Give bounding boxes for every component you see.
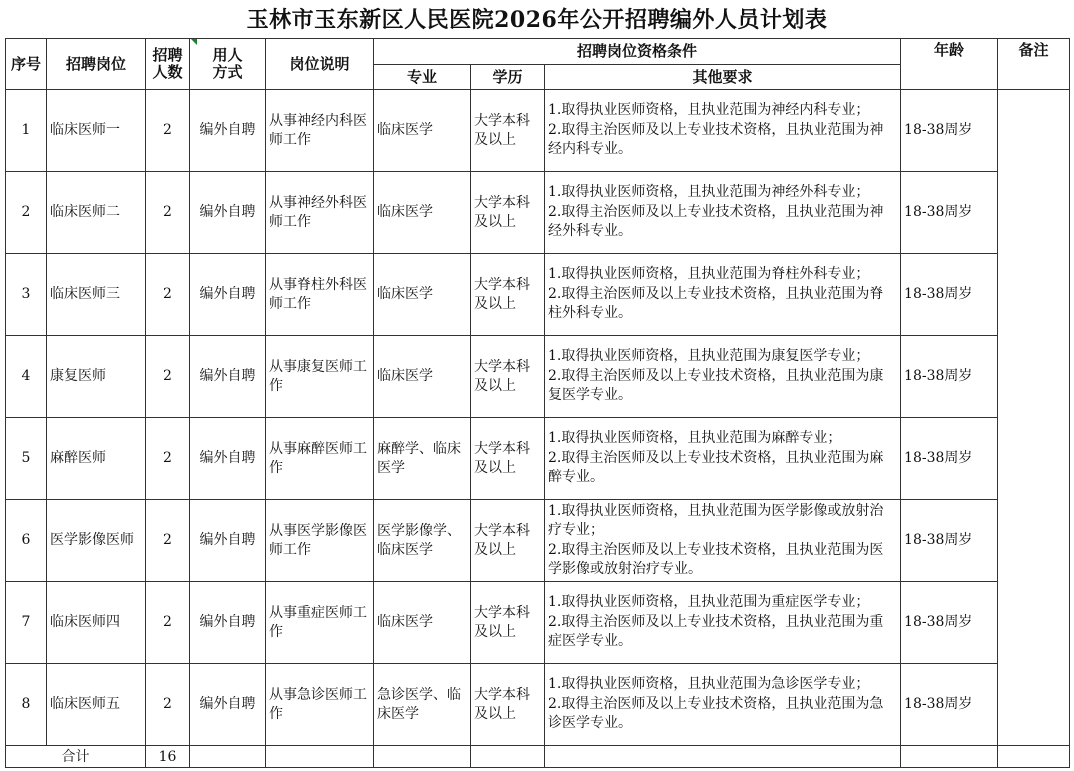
- cell-employment: 编外自聘: [190, 172, 266, 254]
- cell-position: 麻醉医师: [47, 418, 146, 500]
- recruitment-sheet: [5, 0, 1069, 768]
- cell-seq: 8: [6, 664, 47, 746]
- total-row: [6, 746, 1070, 768]
- cell-education: 大学本科及以上: [471, 500, 545, 582]
- cell-other-requirements: [545, 500, 901, 582]
- cell-seq: 6: [6, 500, 47, 582]
- total-empty-cell: [998, 746, 1070, 768]
- cell-age: 18-38周岁: [901, 254, 998, 336]
- page-title: 玉林市玉东新区人民医院2026年公开招聘编外人员计划表: [246, 7, 828, 33]
- requirement-2: 2.取得主治医师及以上专业技术资格，且执业范围为康复医学专业。: [548, 367, 884, 404]
- header-other: 其他要求: [545, 65, 901, 90]
- comment-marker-icon: [191, 39, 197, 45]
- cell-remarks: [998, 90, 1070, 746]
- total-empty-cell: [901, 746, 998, 768]
- cell-age: 18-38周岁: [901, 418, 998, 500]
- cell-major: 麻醉学、临床医学: [374, 418, 471, 500]
- cell-count: 2: [146, 500, 190, 582]
- table-row: [6, 582, 1070, 664]
- cell-position: 康复医师: [47, 336, 146, 418]
- table-row: [6, 500, 1070, 582]
- cell-count: 2: [146, 336, 190, 418]
- cell-other-requirements: [545, 254, 901, 336]
- cell-employment: 编外自聘: [190, 418, 266, 500]
- cell-employment: 编外自聘: [190, 500, 266, 582]
- requirement-2: 2.取得主治医师及以上专业技术资格，且执业范围为神经内科专业。: [548, 121, 884, 158]
- cell-major: 临床医学: [374, 172, 471, 254]
- cell-age: 18-38周岁: [901, 90, 998, 172]
- header-employment: [190, 39, 266, 90]
- cell-education: 大学本科及以上: [471, 582, 545, 664]
- cell-count: 2: [146, 582, 190, 664]
- header-qualifications: 招聘岗位资格条件: [374, 39, 901, 65]
- requirement-2: 2.取得主治医师及以上专业技术资格，且执业范围为神经外科专业。: [548, 203, 884, 240]
- cell-position: 临床医师二: [47, 172, 146, 254]
- cell-count: 2: [146, 254, 190, 336]
- cell-seq: 2: [6, 172, 47, 254]
- total-empty-cell: [266, 746, 374, 768]
- cell-description: 从事医学影像医师工作: [266, 500, 374, 582]
- requirement-2: 2.取得主治医师及以上专业技术资格，且执业范围为重症医学专业。: [548, 613, 884, 650]
- cell-description: 从事神经内科医师工作: [266, 90, 374, 172]
- table-row: [6, 254, 1070, 336]
- cell-position: 临床医师一: [47, 90, 146, 172]
- total-empty-cell: [374, 746, 471, 768]
- cell-education: 大学本科及以上: [471, 418, 545, 500]
- requirement-1: 1.取得执业医师资格，且执业范围为神经内科专业；: [548, 102, 870, 119]
- requirement-1: 1.取得执业医师资格，且执业范围为神经外科专业；: [548, 184, 870, 201]
- requirement-1: 1.取得执业医师资格，且执业范围为康复医学专业；: [548, 348, 870, 365]
- cell-count: 2: [146, 90, 190, 172]
- cell-other-requirements: [545, 90, 901, 172]
- requirement-1: 1.取得执业医师资格，且执业范围为重症医学专业；: [548, 594, 870, 611]
- recruitment-table: [5, 38, 1070, 768]
- total-label: 合计: [6, 746, 146, 768]
- cell-major: 临床医学: [374, 336, 471, 418]
- requirement-1: 1.取得执业医师资格，且执业范围为脊柱外科专业；: [548, 266, 870, 283]
- cell-seq: 5: [6, 418, 47, 500]
- requirement-2: 2.取得主治医师及以上专业技术资格，且执业范围为脊柱外科专业。: [548, 285, 884, 322]
- total-count: 16: [146, 746, 190, 768]
- table-row: [6, 418, 1070, 500]
- cell-description: 从事麻醉医师工作: [266, 418, 374, 500]
- cell-major: 临床医学: [374, 254, 471, 336]
- cell-count: 2: [146, 664, 190, 746]
- cell-position: 临床医师五: [47, 664, 146, 746]
- requirement-1: 1.取得执业医师资格，且执业范围为急诊医学专业；: [548, 676, 870, 693]
- cell-employment: 编外自聘: [190, 90, 266, 172]
- requirement-2: 2.取得主治医师及以上专业技术资格，且执业范围为麻醉专业。: [548, 449, 884, 486]
- header-row-1: [6, 39, 1070, 65]
- cell-major: 医学影像学、临床医学: [374, 500, 471, 582]
- cell-age: 18-38周岁: [901, 500, 998, 582]
- cell-education: 大学本科及以上: [471, 90, 545, 172]
- cell-age: 18-38周岁: [901, 336, 998, 418]
- cell-employment: 编外自聘: [190, 336, 266, 418]
- total-empty-cell: [471, 746, 545, 768]
- header-remarks: 备注: [998, 39, 1070, 90]
- cell-description: 从事重症医师工作: [266, 582, 374, 664]
- requirement-2: 2.取得主治医师及以上专业技术资格，且执业范围为急诊医学专业。: [548, 695, 884, 732]
- cell-other-requirements: [545, 172, 901, 254]
- cell-other-requirements: [545, 582, 901, 664]
- cell-seq: 7: [6, 582, 47, 664]
- header-major: 专业: [374, 65, 471, 90]
- cell-position: 医学影像医师: [47, 500, 146, 582]
- cell-description: 从事急诊医师工作: [266, 664, 374, 746]
- cell-employment: 编外自聘: [190, 664, 266, 746]
- cell-education: 大学本科及以上: [471, 664, 545, 746]
- cell-position: 临床医师四: [47, 582, 146, 664]
- header-seq: 序号: [6, 39, 47, 90]
- header-description: 岗位说明: [266, 39, 374, 90]
- header-age: 年龄: [901, 39, 998, 90]
- cell-count: 2: [146, 172, 190, 254]
- cell-employment: 编外自聘: [190, 582, 266, 664]
- requirement-1: 1.取得执业医师资格，且执业范围为医学影像或放射治疗专业；: [548, 502, 884, 538]
- header-count: [146, 39, 190, 90]
- cell-other-requirements: [545, 418, 901, 500]
- header-education: 学历: [471, 65, 545, 90]
- table-row: [6, 664, 1070, 746]
- requirement-2: 2.取得主治医师及以上专业技术资格，且执业范围为医学影像或放射治疗专业。: [548, 541, 884, 577]
- table-row: [6, 172, 1070, 254]
- cell-education: 大学本科及以上: [471, 336, 545, 418]
- cell-description: 从事脊柱外科医师工作: [266, 254, 374, 336]
- table-row: [6, 90, 1070, 172]
- cell-age: 18-38周岁: [901, 172, 998, 254]
- table-row: [6, 336, 1070, 418]
- cell-other-requirements: [545, 664, 901, 746]
- total-empty-cell: [545, 746, 901, 768]
- cell-seq: 1: [6, 90, 47, 172]
- cell-education: 大学本科及以上: [471, 172, 545, 254]
- header-count-text: 招聘人数: [152, 46, 183, 81]
- cell-position: 临床医师三: [47, 254, 146, 336]
- cell-seq: 3: [6, 254, 47, 336]
- header-employment-text: 用人方式: [212, 46, 243, 81]
- cell-major: 急诊医学、临床医学: [374, 664, 471, 746]
- cell-major: 临床医学: [374, 90, 471, 172]
- cell-other-requirements: [545, 336, 901, 418]
- requirement-1: 1.取得执业医师资格，且执业范围为麻醉专业；: [548, 430, 842, 447]
- total-empty-cell: [190, 746, 266, 768]
- cell-age: 18-38周岁: [901, 664, 998, 746]
- cell-education: 大学本科及以上: [471, 254, 545, 336]
- cell-employment: 编外自聘: [190, 254, 266, 336]
- header-position: 招聘岗位: [47, 39, 146, 90]
- cell-description: 从事康复医师工作: [266, 336, 374, 418]
- cell-age: 18-38周岁: [901, 582, 998, 664]
- cell-description: 从事神经外科医师工作: [266, 172, 374, 254]
- cell-major: 临床医学: [374, 582, 471, 664]
- cell-count: 2: [146, 418, 190, 500]
- cell-seq: 4: [6, 336, 47, 418]
